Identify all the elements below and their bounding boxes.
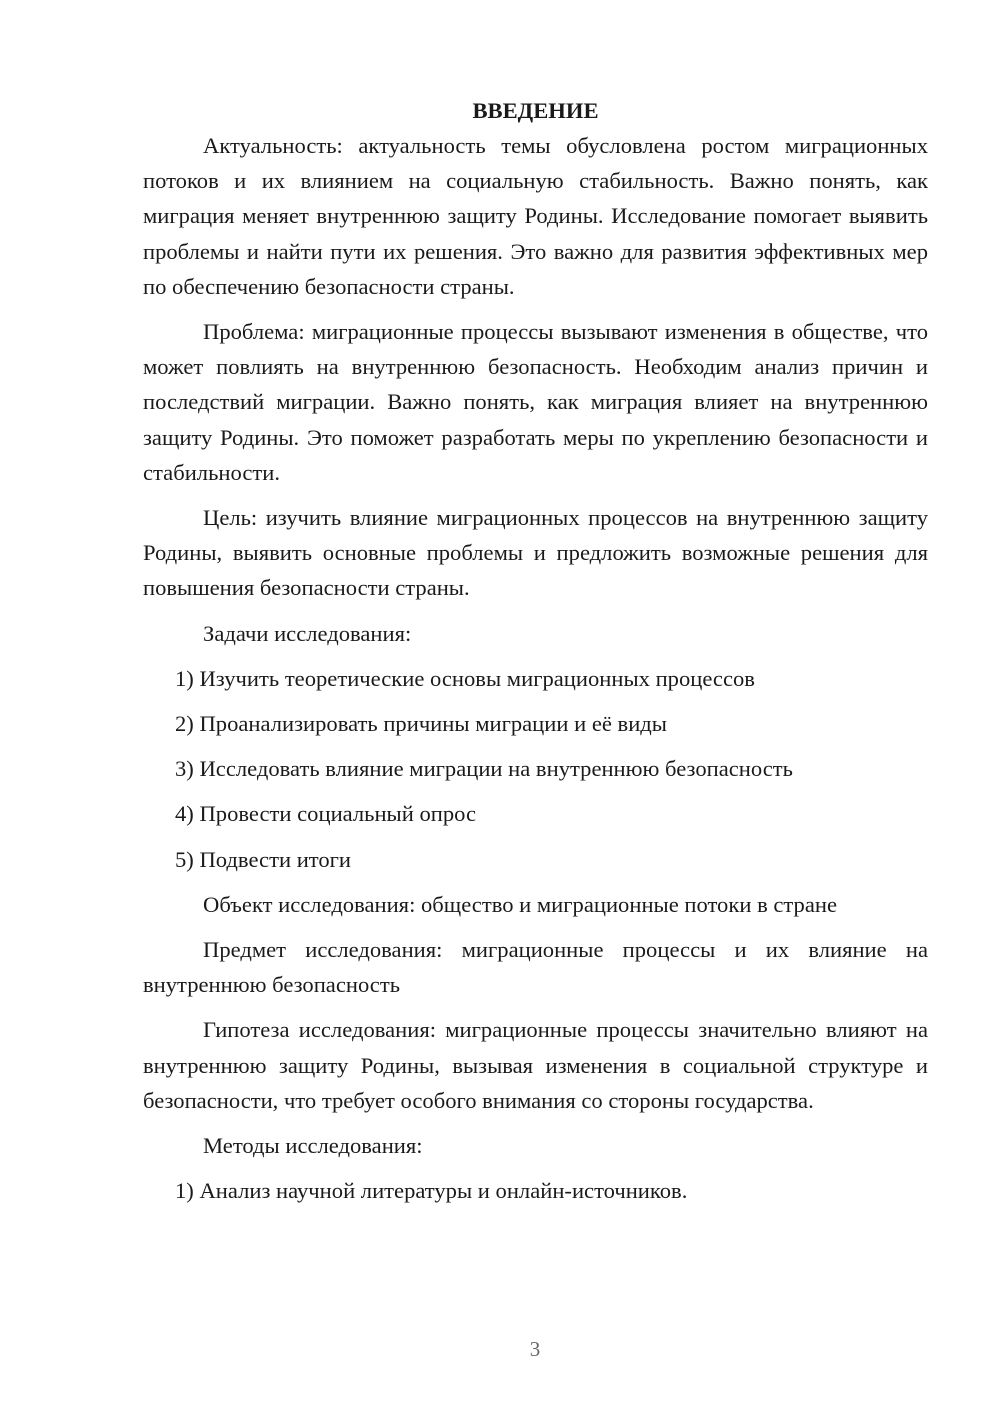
subject-paragraph: Предмет исследования: миграционные процессы и их влияние на внутреннюю безопасность [143,937,928,998]
goal-paragraph: Цель: изучить влияние миграционных процессов на внутреннюю защиту Родины, выявить основные проблемы и предложить возможные решения для повышения безопасности страны. [143,505,928,601]
method-item: 1) Анализ научной литературы и онлайн-источников. [175,1178,688,1204]
problem-paragraph: Проблема: миграционные процессы вызывают изменения в обществе, что может повлиять на внутреннюю безопасность. Необходим анализ причин и последствий миграции. Важно понять, как миграция влияет на внутреннюю защиту Родины. Это поможет разработать меры по укреплению безопасности и стабильности. [143,319,928,485]
page-content [143,93,928,1218]
tasks-heading: Задачи исследования: [203,620,412,646]
relevance-paragraph: Актуальность: актуальность темы обусловлена ростом миграционных потоков и их влиянием на социальную стабильность. Важно понять, как миграция меняет внутреннюю защиту Родины. Исследование помогает выявить проблемы и найти пути их решения. Это важно для развития эффективных мер по обеспечению безопасности страны. [143,133,928,299]
methods-list [143,1173,928,1208]
task-item: 1) Изучить теоретические основы миграционных процессов [175,665,755,691]
object-paragraph: Объект исследования: общество и миграционные потоки в стране [203,891,838,917]
methods-heading: Методы исследования: [203,1133,423,1159]
page-title: ВВЕДЕНИЕ [472,98,599,123]
task-item: 4) Провести социальный опрос [175,801,477,827]
page-number: 3 [529,1337,541,1361]
task-item: 2) Проанализировать причины миграции и её виды [175,711,667,737]
task-item: 3) Исследовать влияние миграции на внутреннюю безопасность [175,756,793,782]
tasks-list [143,661,928,877]
hypothesis-paragraph: Гипотеза исследования: миграционные процессы значительно влияют на внутреннюю защиту Родины, вызывая изменения в социальной структуре и безопасности, что требует особого внимания со стороны государства. [143,1017,928,1113]
task-item: 5) Подвести итоги [175,846,352,872]
